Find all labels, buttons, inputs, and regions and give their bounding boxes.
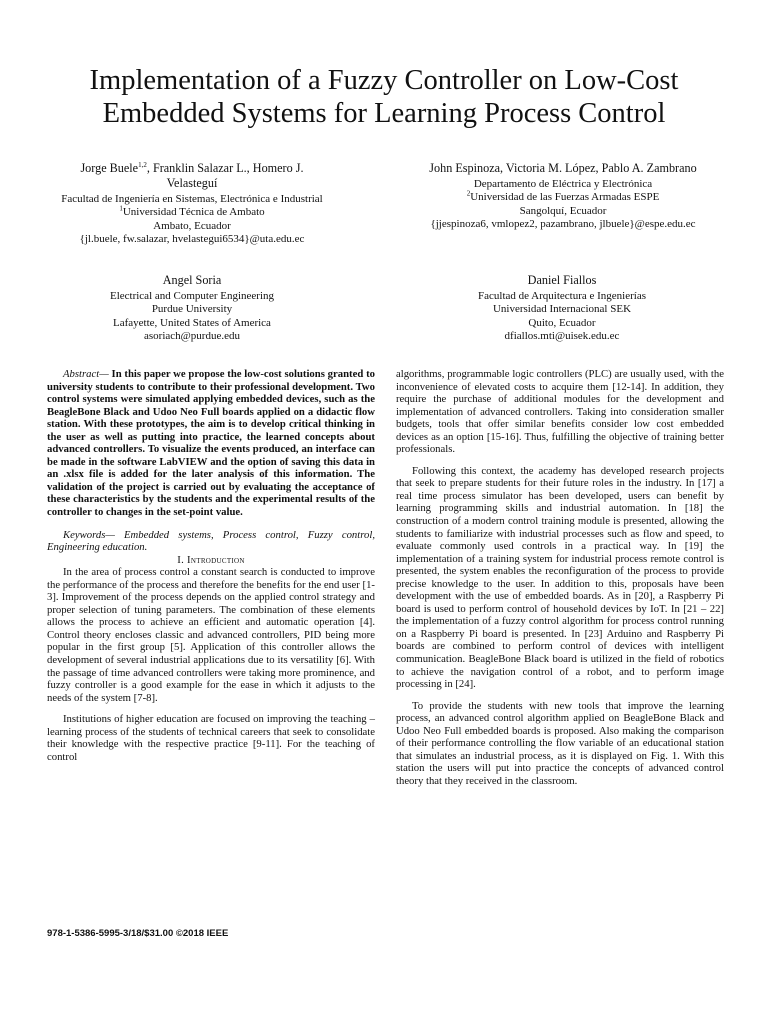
abstract-label: Abstract— <box>63 368 109 380</box>
author-department: Facultad de Arquitectura e Ingenierías <box>478 290 646 302</box>
left-column <box>47 368 375 763</box>
right-paragraph-3: To provide the students with new tools that improve the learning process, an advanced control algorithm applied on BeagleBone Black and Udoo Neo Full embedded boards is proposed. Also making the comparison of their performance controlling the flow variable of an educational station that simulates an industrial process, as it is displayed on Fig. 1. With this station the users will put into practice the concepts of advanced control theory that they received in the classroom. <box>396 699 724 787</box>
title-line-1: Implementation of a Fuzzy Controller on Low-Cost <box>89 65 679 96</box>
author-department: Electrical and Computer Engineering <box>109 290 275 302</box>
author-email: {jl.buele, fw.salazar, hvelastegui6534}@uta.edu.ec <box>79 233 305 246</box>
section-heading-introduction: I. Introduction <box>177 553 245 566</box>
author-department: Departamento de Eléctrica y Electrónica <box>473 178 653 190</box>
author-university: $^2$Universidad de las Fuerzas Armadas ESPE <box>466 189 660 204</box>
author-department: Facultad de Ingeniería en Sistemas, Electrónica e Industrial <box>61 193 323 205</box>
right-paragraph-1: algorithms, programmable logic controllers (PLC) are usually used, with the inconvenience of elevated costs to acquire them [12-14]. In addition, they require the purchase of additional modules for the development and implementation of advanced controllers. Taking into consideration smaller budgets, tools that offer similar benefits consider low cost embedded devices as an option [15-16]. Thus, fulfilling the objective of training better professionals. <box>396 368 724 456</box>
author-names: Daniel Fiallos <box>527 273 597 287</box>
author-city: Quito, Ecuador <box>528 316 596 329</box>
intro-paragraph-2: Institutions of higher education are focused on improving the teaching – learning process of the students of technical careers that seek to consolidate their knowledge with the respective practice [9-11]. For the teaching of control <box>47 713 375 763</box>
intro-paragraph-1: In the area of process control a constant search is conducted to improve the performance of the process and therefore the benefits for the end user [1-3]. Improvement of the process depends on the applied control strategy and proper selection of tuning parameters. The combination of these elements allows the process to achieve an efficient and automatic operation [4]. Control theory encloses classic and advanced controllers, PID being more popular in the first group [5]. Application of this controller allows the development of several industrial applications due to its versatility [6]. With the passage of time advanced controllers were taking more prominence, and fuzzy controller is a good example for the ease in which it adjusts to the needs of the system [7-8]. <box>47 566 375 704</box>
author-university: $^1$Universidad Técnica de Ambato <box>119 204 265 219</box>
author-city: Sangolquí, Ecuador <box>519 204 607 217</box>
title-line-2: Embedded Systems for Learning Process Control <box>102 98 666 129</box>
paper-title <box>40 64 728 130</box>
author-university: Purdue University <box>151 303 233 316</box>
author-email: asoriach@purdue.edu <box>144 330 240 343</box>
author-email: {jjespinoza6, vmlopez2, pazambrano, jlbuele}@espe.edu.ec <box>430 218 696 231</box>
author-university: Universidad Internacional SEK <box>492 303 632 316</box>
author-email: dfiallos.mti@uisek.edu.ec <box>504 330 620 343</box>
author-names-line2: Velasteguí <box>166 176 218 190</box>
author-block-sek <box>420 273 704 344</box>
copyright-footer: 978-1-5386-5995-3/18/$31.00 ©2018 IEEE <box>47 928 229 939</box>
author-names: Angel Soria <box>162 273 222 287</box>
author-block-espe <box>398 161 728 232</box>
right-column <box>396 368 724 788</box>
author-names: John Espinoza, Victoria M. López, Pablo A. Zambrano <box>429 161 697 175</box>
author-names: Jorge Buele$^{1,2}$, Franklin Salazar L., Homero J. <box>80 160 304 175</box>
keywords: Keywords— Embedded systems, Process control, Fuzzy control, Engineering education. <box>47 528 375 554</box>
author-city: Ambato, Ecuador <box>153 219 231 232</box>
abstract <box>47 368 375 519</box>
abstract-text: In this paper we propose the low-cost solutions granted to university students to contribute to their professional development. Two control systems were simulated applying embedded devices, such as the BeagleBone Black and Udoo Neo Full boards applied on a didactic flow station. With these prototypes, the aim is to develop critical thinking in the user as well as putting into practice, the learned concepts about advanced controllers. To visualize the events produced, an interface can be made in the software LabVIEW and the option of saving this data in an .xlsx file is added for the later analysis of this information. The validation of the project is carried out by evaluating the acceptance of these characteristics by the students and the experimental results of the controller to changes in the set-point value. <box>47 368 375 519</box>
author-block-uta <box>38 161 346 247</box>
right-paragraph-2: Following this context, the academy has developed research projects that seek to prepare students for their future roles in the industry. In [17] a real time process simulator has been developed, users can benefit by learning programming skills and industrial automation. In [18] the construction of a modern control training module is presented, allowing the students to familiarize with industrial processes such as flow and speed, to evaluate commonly used controls in a practical way. In [19] the implementation of a training system for industrial process remote control is presented, the system enables the reconfiguration of the process to provide precise knowledge to the user. In addition to this, proposals have been development with the use of embedded boards. As in [20], a Raspberry Pi board is used to perform control of household devices by IoT. In [21 – 22] the implementation of a fuzzy control algorithm for process control running on a Raspberry Pi board is presented. In [23] Arduino and Raspberry Pi boards are combined to perform control of devices with intelligent communication. BeagleBone Black board is utilized in the field of robotics to achieve the navigation control of a robot, and to perform image processing in [24]. <box>396 464 724 691</box>
author-block-purdue <box>50 273 334 344</box>
author-city: Lafayette, United States of America <box>113 316 271 329</box>
